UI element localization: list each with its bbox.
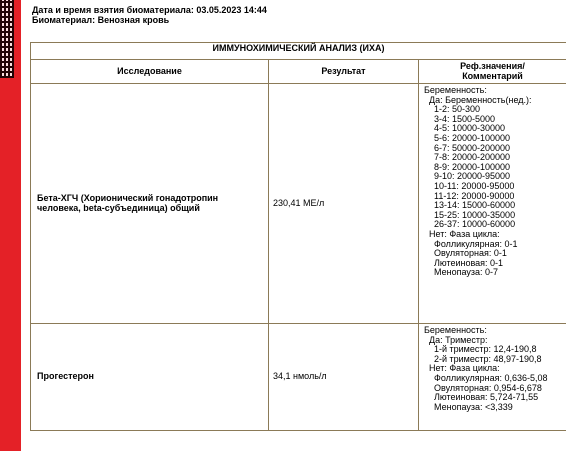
reference-values [419, 84, 566, 324]
barcode-fragment [0, 0, 14, 78]
test-result: 230,41 МЕ/л [269, 84, 419, 324]
reference-line: Менопауза: 0-7 [424, 267, 498, 278]
reference-line: 10-11: 20000-95000 [424, 180, 515, 191]
header-reference [419, 60, 566, 84]
header-result: Результат [269, 60, 419, 84]
test-name [31, 324, 269, 431]
reference-line: Да: Триместр: [424, 334, 488, 345]
header-test: Исследование [31, 60, 269, 84]
results-table [30, 42, 566, 431]
reference-line: 1-2: 50-300 [424, 104, 481, 115]
reference-line: Беременность: [424, 85, 487, 95]
reference-line: 7-8: 20000-200000 [424, 152, 511, 163]
header-reference-line2: Комментарий [462, 70, 523, 81]
reference-line: 3-4: 1500-5000 [424, 113, 496, 124]
reference-line: 6-7: 50000-200000 [424, 142, 511, 153]
table-row [31, 324, 566, 431]
reference-line: 4-5: 10000-30000 [424, 123, 506, 134]
test-name-line: Прогестерон [37, 371, 94, 382]
reference-line: Нет: Фаза цикла: [424, 363, 500, 374]
test-result: 34,1 нмоль/л [269, 324, 419, 431]
reference-values [419, 324, 566, 431]
reference-line: Овуляторная: 0-1 [424, 248, 507, 259]
table-row [31, 84, 566, 324]
reference-line: 1-й триместр: 12,4-190,8 [424, 344, 537, 355]
reference-line: Нет: Фаза цикла: [424, 228, 500, 239]
reference-line: Лютеиновая: 5,724-71,55 [424, 392, 539, 403]
reference-line: 13-14: 15000-60000 [424, 200, 516, 211]
test-name-line: человека, beta-субъединица) общий [37, 202, 200, 213]
section-title: ИММУНОХИМИЧЕСКИЙ АНАЛИЗ (ИХА) [31, 43, 566, 60]
reference-line: 26-37: 10000-60000 [424, 219, 516, 230]
reference-line: Фолликулярная: 0-1 [424, 238, 518, 249]
reference-line: 11-12: 20000-90000 [424, 190, 515, 201]
test-name [31, 84, 269, 324]
reference-line: Менопауза: <3,339 [424, 401, 513, 412]
reference-line: 8-9: 20000-100000 [424, 161, 511, 172]
reference-line: 2-й триместр: 48,97-190,8 [424, 353, 542, 364]
sample-meta [32, 5, 267, 25]
sample-date-line: Дата и время взятия биоматериала: 03.05.2023 14:44 [32, 5, 267, 15]
reference-line: Лютеиновая: 0-1 [424, 257, 504, 268]
reference-list [424, 326, 566, 412]
reference-line: 15-25: 10000-35000 [424, 209, 516, 220]
header-reference-line1: Реф.значения/ [460, 60, 525, 71]
reference-line: Да: Беременность(нед.): [424, 94, 532, 105]
reference-line: 9-10: 20000-95000 [424, 171, 511, 182]
reference-line: Овуляторная: 0,954-6,678 [424, 382, 542, 393]
biomaterial-line: Биоматериал: Венозная кровь [32, 15, 170, 25]
reference-line: Фолликулярная: 0,636-5,08 [424, 372, 548, 383]
test-name-line: Бета-ХГЧ (Хорионический гонадотропин [37, 192, 219, 203]
reference-list [424, 86, 566, 278]
reference-line: 5-6: 20000-100000 [424, 132, 511, 143]
reference-line: Беременность: [424, 325, 487, 335]
